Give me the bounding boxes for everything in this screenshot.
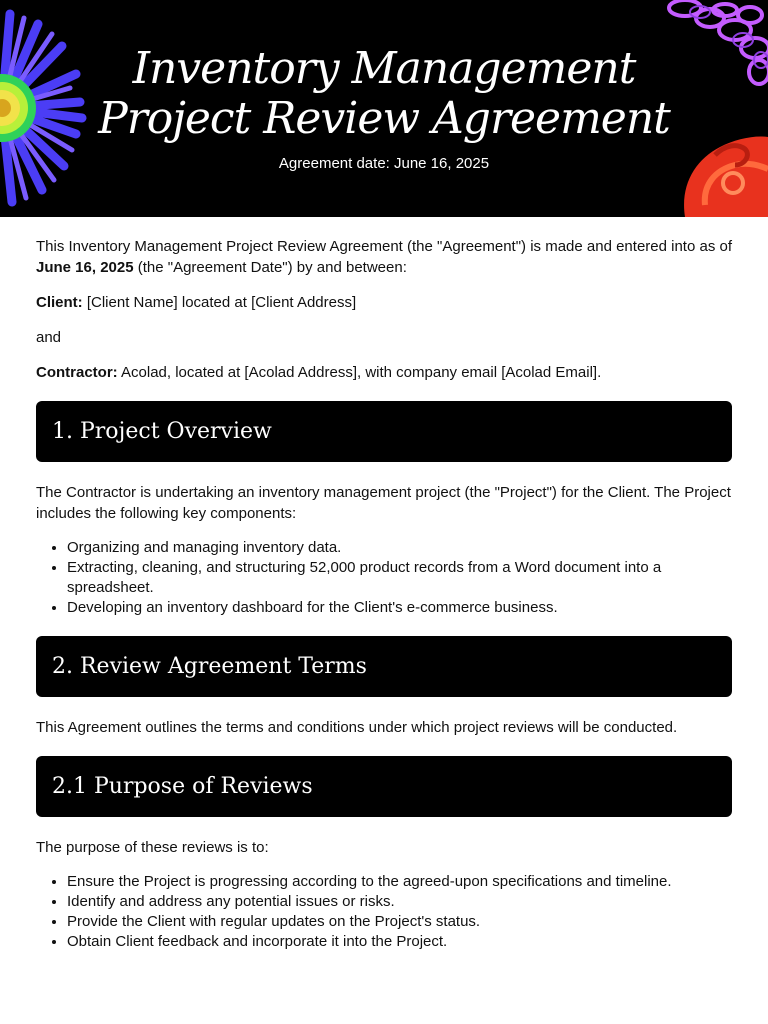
client-paragraph: [36, 292, 732, 313]
and-paragraph: and: [36, 329, 62, 346]
list-item: • Provide the Client with regular updates on the Project's status.: [67, 912, 732, 932]
terms-paragraph: This Agreement outlines the terms and conditions under which project reviews will be conducted.: [36, 719, 678, 736]
overview-paragraph: The Contractor is undertaking an inventory management project (the "Project") for the Client. The Project includes the following key components:: [36, 484, 731, 522]
client-text: [Client Name] located at [Client Address]: [82, 294, 357, 311]
list-item: • Obtain Client feedback and incorporate it into the Project.: [67, 932, 732, 952]
agreement-date: Agreement date: June 16, 2025: [278, 155, 490, 172]
list-item: • Identify and address any potential issues or risks.: [67, 892, 732, 912]
list-item: • Developing an inventory dashboard for the Client's e-commerce business.: [67, 598, 732, 618]
intro-date: June 16, 2025: [36, 259, 134, 276]
section-heading-review-terms: 2. Review Agreement Terms: [36, 636, 732, 697]
purpose-list: [36, 872, 732, 952]
title-line-1: Inventory Management: [132, 43, 636, 94]
list-item: • Ensure the Project is progressing according to the agreed-upon specifications and timeline.: [67, 872, 732, 892]
document-body: [36, 236, 732, 970]
section-heading-purpose-of-reviews: 2.1 Purpose of Reviews: [36, 756, 732, 817]
intro-paragraph: [36, 236, 732, 278]
overview-list: [36, 538, 732, 618]
list-item: • Extracting, cleaning, and structuring 52,000 product records from a Word document into a spreadsheet.: [67, 558, 732, 598]
contractor-label: Contractor:: [36, 364, 118, 381]
section-heading-project-overview: 1. Project Overview: [36, 401, 732, 462]
contractor-paragraph: [36, 362, 732, 383]
purpose-paragraph: The purpose of these reviews is to:: [36, 839, 269, 856]
document-title: [0, 44, 768, 144]
header-banner: [0, 0, 768, 217]
intro-text-before: This Inventory Management Project Review Agreement (the "Agreement") is made and entered into as of: [36, 238, 733, 255]
contractor-text: Acolad, located at [Acolad Address], with company email [Acolad Email].: [117, 364, 602, 381]
intro-text-after: (the "Agreement Date") by and between:: [133, 259, 407, 276]
title-line-2: Project Review Agreement: [98, 93, 670, 144]
list-item: • Organizing and managing inventory data.: [67, 538, 732, 558]
client-label: Client:: [36, 294, 83, 311]
